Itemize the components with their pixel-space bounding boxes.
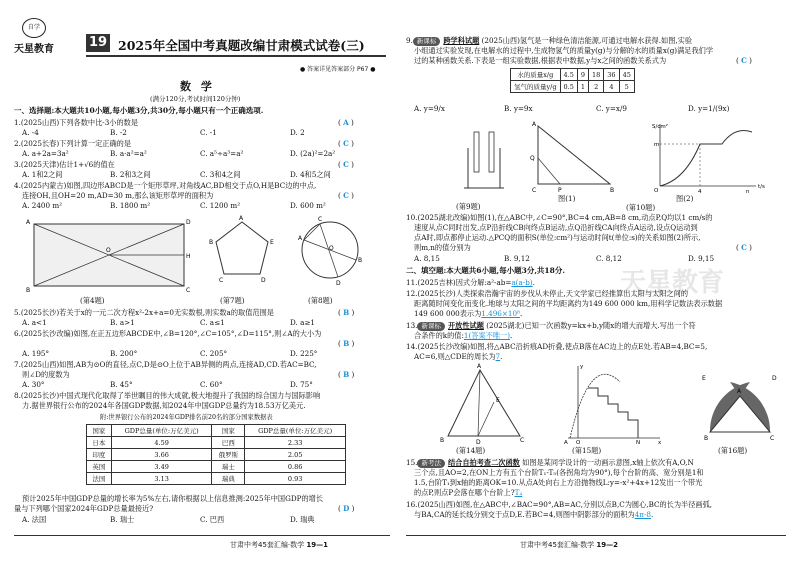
svg-text:D: D <box>186 219 191 226</box>
q8-table-title: 附:世界银行公布的2024年GDP排名前20名的部分国家数据表 <box>100 414 273 421</box>
gdp-cell: 瑞典 <box>212 473 245 485</box>
q8-text-1: (2025长沙)中国式现代化取得了举世瞩目的伟大成就,极大地提升了我国的综合国力与国际影响 <box>20 391 321 400</box>
fig4-caption: (第4题) <box>80 296 105 305</box>
q5-text: (2025长沙)若关于x的一元二次方程x²-2x+a=0无实数根,则实数a的取值范围是 <box>20 308 274 317</box>
q16-text-2: 与BA,CA的延长线分别交于点D,E.若BC=4,则图中阴影部分的面积为 <box>414 510 635 519</box>
svg-text:B: B <box>610 187 615 194</box>
q9-answer-bracket: ( C ) <box>736 56 752 65</box>
gdp-cell: 2.05 <box>245 449 346 461</box>
q3-option-a: A. 1和2之间 <box>22 170 63 179</box>
q12-number: 12. <box>406 289 418 298</box>
figures-row-1 <box>20 212 380 308</box>
water-cell: 0.5 <box>560 81 577 93</box>
q7-option-a: A. 30° <box>22 380 45 389</box>
section-1-heading: 一、选择题:本大题共10小题,每小题3分,共30分,每小题只有一个正确选项. <box>14 106 264 115</box>
q9-tag: 新课标 <box>413 37 441 46</box>
fig15-caption: (第15题) <box>572 446 602 455</box>
q1-text: (2025山西)下列各数中比-3小的数是 <box>20 118 139 127</box>
q9-option-d: D. y=1/(9x) <box>688 104 730 113</box>
q6-answer-bracket: ( B ) <box>338 339 355 348</box>
svg-text:B: B <box>209 239 214 246</box>
gdp-cell: 0.86 <box>245 461 346 473</box>
fig8-caption: (第8题) <box>308 296 333 305</box>
section-2-heading: 二、填空题:本大题共6小题,每小题3分,共18分. <box>406 266 565 275</box>
q8-option-b: B. 瑞士 <box>110 515 135 524</box>
svg-text:D: D <box>261 277 266 284</box>
q4-stem-line2: 连接OH,且OH=20 m,AD=30 m,那么该矩形草坪的面积为 <box>22 191 214 200</box>
q4-number: 4. <box>14 181 21 190</box>
q5-option-d: D. a≥1 <box>290 318 315 327</box>
q2-answer: C <box>343 139 349 148</box>
q6-option-a: A. 195° <box>22 349 50 358</box>
q2-text: (2025长春)下列计算一定正确的是 <box>20 139 132 148</box>
subject-title: 数 学 <box>180 80 215 93</box>
q7-option-b: B. 45° <box>110 380 133 389</box>
q6-number: 6. <box>14 329 21 338</box>
q13-stem-line1 <box>406 321 696 331</box>
q15-text-4: 的点P,则点P会落在哪个台阶上? <box>414 488 515 497</box>
q2-answer-bracket: ( C ) <box>338 139 354 148</box>
water-cell: 9 <box>577 69 588 81</box>
gdp-cell: 英国 <box>87 461 112 473</box>
footer-rule-left <box>14 535 390 536</box>
brand-name: 天星教育 <box>14 44 54 55</box>
gdp-table <box>86 424 346 485</box>
q4-answer: C <box>343 191 349 200</box>
fig14-caption: (第14题) <box>456 446 486 455</box>
q3-answer-bracket: ( C ) <box>338 160 354 169</box>
q5-answer-bracket: ( B ) <box>338 308 355 317</box>
table-row <box>511 69 635 81</box>
fig10-triangle <box>530 121 614 194</box>
gdp-cell: 0.93 <box>245 473 346 485</box>
q3-option-b: B. 2和3之间 <box>110 170 151 179</box>
svg-text:A: A <box>532 121 537 128</box>
q8-option-d: D. 瑞典 <box>290 515 315 524</box>
svg-text:A: A <box>564 440 568 446</box>
q2-number: 2. <box>14 139 21 148</box>
fig7-caption: (第7题) <box>220 296 245 305</box>
svg-text:m: m <box>654 142 660 148</box>
q8-stem-line4: 量与下列哪个国家2024年GDP总量最接近? <box>14 504 154 513</box>
q3-option-d: D. 4和5之间 <box>290 170 331 179</box>
water-cell: 水的质量x/g <box>511 69 561 81</box>
footer-right <box>520 540 618 550</box>
q14-stem-line1 <box>406 342 707 351</box>
q6-answer: B <box>343 339 350 348</box>
q13-number: 13. <box>406 321 418 330</box>
brand-badge: 自学 <box>22 18 46 38</box>
water-cell: 1 <box>577 81 588 93</box>
q9-tag-title: 跨学科试题 <box>443 36 480 45</box>
exam-meta: (满分120分,考试时间120分钟) <box>150 95 241 103</box>
q8-option-c: C. 巴西 <box>200 515 225 524</box>
q7-number: 7. <box>14 360 21 369</box>
q8-answer: D <box>343 504 350 513</box>
q10-answer: C <box>741 243 747 252</box>
q7-answer: B <box>343 370 350 379</box>
q1-answer-bracket: ( A ) <box>338 118 354 127</box>
table-row <box>87 473 346 485</box>
svg-text:D: D <box>476 439 481 446</box>
q9-stem-line1 <box>406 36 692 46</box>
gdp-header-gdp-2: GDP总量(单位:万亿美元) <box>245 425 346 437</box>
q7-answer-bracket: ( B ) <box>338 370 355 379</box>
q12-text-3: 149 600 000表示为 <box>414 309 482 318</box>
fig10-caption: (第10题) <box>626 203 656 212</box>
q7-text-1: (2025山西)如图,AB为⊙O的直径,点C,D是⊙O上位于AB异侧的两点,连接AD,CD.若AC=BC, <box>20 360 317 369</box>
q2-option-d: D. (2a)²=2a² <box>290 149 336 158</box>
footer-left <box>230 540 328 550</box>
q16-stem-line1 <box>406 500 712 509</box>
fig9-electrolysis <box>464 132 504 188</box>
q14-text-2: AC=6,则△CDE的周长为 <box>414 352 496 361</box>
svg-text:N: N <box>636 440 641 446</box>
fig10-2-caption: 图(2) <box>676 194 694 203</box>
q13-text-2: 合条件的k的值: <box>414 331 464 340</box>
watermark: 天星教育 <box>620 268 725 298</box>
q15-number: 15. <box>406 458 418 467</box>
q16-text-1: (2025山西)如图,在△ABC中,∠BAC=90°,AB=AC,分别以点B,C为圆心,BC的长为半径画弧, <box>417 500 713 509</box>
gdp-header-country-1: 国家 <box>87 425 112 437</box>
footer-left-text: 甘肃中考45套汇编·数学 <box>230 541 305 549</box>
svg-text:C: C <box>520 437 525 444</box>
water-cell: 氢气的质量y/g <box>511 81 561 93</box>
water-table <box>510 68 635 93</box>
q8-stem-line2: 力.据世界银行公布的2024年各国GDP数据,知2024年中国GDP总量约为18.53万亿美元. <box>22 401 306 410</box>
svg-text:B: B <box>704 435 709 442</box>
q5-answer: B <box>343 308 350 317</box>
gdp-cell: 巴西 <box>212 437 245 449</box>
q15-text-1: 如图是某同学设计的一动画示意图,x轴上依次有A,O,N <box>522 458 694 467</box>
q8-answer-bracket: ( D ) <box>338 504 355 513</box>
q16-fill-answer: 4π-8 <box>634 510 652 519</box>
q10-option-a: A. 8,15 <box>414 254 440 263</box>
fig16-caption: (第16题) <box>718 446 748 455</box>
gdp-cell: 日本 <box>87 437 112 449</box>
figures-row-2 <box>460 118 780 200</box>
q14-fill-answer: 7 <box>495 352 501 361</box>
fig15-stairs <box>564 364 662 446</box>
q15-tag-title: 结合自拍考查二次函数 <box>447 458 520 467</box>
svg-text:O: O <box>654 188 659 194</box>
gdp-cell: 印度 <box>87 449 112 461</box>
q16-number: 16. <box>406 500 418 509</box>
svg-text:H: H <box>186 253 191 260</box>
q1-option-c: C. -1 <box>200 128 217 137</box>
paper-number: 19 <box>86 34 110 52</box>
svg-text:B: B <box>26 287 31 294</box>
water-cell: 4 <box>604 81 619 93</box>
right-page <box>400 0 800 569</box>
q3-number: 3. <box>14 160 21 169</box>
gdp-cell: 2.33 <box>245 437 346 449</box>
q2-stem <box>14 139 131 148</box>
gdp-cell: 瑞士 <box>212 461 245 473</box>
q11-fill-answer: a(a-b) <box>511 278 533 287</box>
paper-title: 2025年全国中考真题改编甘肃模式试卷(三) <box>118 38 365 53</box>
q12-stem-line2: 距离随时间变化而变化.地球与太阳之间的平均距离约为149 600 000 km,用科学记数法表示数据 <box>414 299 723 308</box>
q12-text-1: (2025长沙)人类探索浩瀚宇宙的步伐从未停止,天文学家已经推算出太阳与太阳之间的 <box>417 289 689 298</box>
svg-text:C: C <box>318 216 323 223</box>
q10-option-c: C. 8,12 <box>596 254 622 263</box>
svg-text:B: B <box>440 437 445 444</box>
q5-option-c: C. a≤1 <box>200 318 225 327</box>
table-row <box>87 437 346 449</box>
svg-text:O: O <box>576 440 581 446</box>
svg-text:A: A <box>737 388 742 395</box>
q3-option-c: C. 3和4之间 <box>200 170 241 179</box>
q7-stem-line1 <box>14 360 317 369</box>
q6-option-b: B. 200° <box>110 349 138 358</box>
svg-text:P: P <box>558 187 562 194</box>
q1-option-a: A. -4 <box>22 128 39 137</box>
svg-text:O: O <box>106 247 111 254</box>
fig7-pentagon <box>209 215 274 284</box>
q12-stem-line1 <box>406 289 688 298</box>
q6-option-d: D. 225° <box>290 349 318 358</box>
gdp-cell: 3.49 <box>111 461 212 473</box>
svg-text:A: A <box>298 235 303 242</box>
q15-stem-line3: 1.5,台阶T₁到x轴的距离OK=10.从点A处向右上方沿抛物线L:y=-x²+4x+12发出一个带光 <box>414 478 703 487</box>
answer-note: ● 答案详见答案部分 P67 ● <box>300 66 376 73</box>
fig10-graph <box>652 123 765 195</box>
title-rule <box>86 55 386 57</box>
gdp-cell: 俄罗斯 <box>212 449 245 461</box>
q2-option-a: A. a+2a=3a² <box>22 149 69 158</box>
q9-option-b: B. y=9x <box>504 104 533 113</box>
q4-stem-line1 <box>14 181 316 190</box>
q2-option-c: C. a⁵÷a³=a² <box>200 149 244 158</box>
q4-option-b: B. 1800 m² <box>110 201 151 210</box>
gdp-cell: 法国 <box>87 473 112 485</box>
q13-text-1: (2025湖北)已知一次函数y=kx+b,y随x的增大而增大.写出一个符 <box>486 321 696 330</box>
gdp-header-gdp-1: GDP总量(单位:万亿美元) <box>111 425 212 437</box>
q10-stem-line4: 则m,n的值分别为 <box>414 243 471 252</box>
q11-number: 11. <box>406 278 418 287</box>
q14-text-1: (2025长沙改编)如图,将△ABC沿折痕AD折叠,使点B落在AC边上的点E处.若AB=4,BC=5, <box>417 342 708 351</box>
svg-text:4: 4 <box>698 189 702 195</box>
q13-fill-answer: 1(答案不唯一) <box>463 331 511 340</box>
q4-option-d: D. 600 m² <box>290 201 326 210</box>
gdp-header-country-2: 国家 <box>212 425 245 437</box>
svg-text:x: x <box>658 440 662 446</box>
water-cell: 2 <box>589 81 604 93</box>
q10-stem-line1 <box>406 213 713 222</box>
q6-stem <box>14 329 321 338</box>
svg-text:C: C <box>186 287 191 294</box>
q15-stem-line2: 三个点,且AO=2,在ON上方有五个台阶T₁-T₅(各拐角均为90°),每个台阶的高、宽分别是1和 <box>414 468 704 477</box>
svg-text:C: C <box>532 187 537 194</box>
table-row <box>87 461 346 473</box>
q8-option-a: A. 法国 <box>22 515 47 524</box>
gdp-cell: 4.59 <box>111 437 212 449</box>
q15-stem-line1 <box>406 458 694 468</box>
q9-number: 9. <box>406 36 413 45</box>
figures-row-3 <box>420 362 790 446</box>
fig8-circle <box>298 216 362 287</box>
svg-text:Q: Q <box>530 155 535 162</box>
q8-stem-line3: 预计2025年中国GDP总量的增长率为5%左右,请你根据以上信息推测:2025年中国GDP的增长 <box>22 494 324 503</box>
q7-option-d: D. 75° <box>290 380 313 389</box>
svg-text:D: D <box>772 375 777 382</box>
fig16-shaded-triangle <box>702 375 777 442</box>
svg-text:E: E <box>496 397 500 404</box>
q4-option-a: A. 2400 m² <box>22 201 63 210</box>
q3-stem <box>14 160 115 169</box>
q5-option-a: A. a<1 <box>22 318 47 327</box>
q1-option-b: B. -2 <box>110 128 127 137</box>
q7-stem-line2: 则∠D的度数为 <box>22 370 70 379</box>
footer-rule-right <box>406 535 786 536</box>
svg-text:n: n <box>746 189 750 195</box>
svg-text:S/cm²: S/cm² <box>652 124 668 130</box>
q4-text-1: (2025内蒙古)如图,四边形ABCD是一个矩形草坪,对角线AC,BD相交于点O,H是BC边的中点, <box>20 181 317 190</box>
svg-text:O: O <box>329 245 334 252</box>
q8-number: 8. <box>14 391 21 400</box>
q13-tag: 新课标 <box>417 322 445 331</box>
table-row <box>87 449 346 461</box>
q9-text-1: (2025山西)氢气是一种绿色清洁能源,可通过电解水获得.如图,实验 <box>481 36 693 45</box>
svg-text:B: B <box>358 257 363 264</box>
water-cell: 45 <box>619 69 634 81</box>
q9-option-c: C. y=x/9 <box>596 104 627 113</box>
q1-number: 1. <box>14 118 21 127</box>
q10-text-1: (2025湖北改编)如图(1),在△ABC中,∠C=90°,BC=4 cm,AB=8 cm,动点P,Q均以1 cm/s的 <box>417 213 713 222</box>
svg-text:E: E <box>702 375 706 382</box>
q5-number: 5. <box>14 308 21 317</box>
q10-stem-line3: 点A时,即点都停止运动.△PCQ的面积S(单位:cm²)与运动时间t(单位:s)的关系如图(2)所示, <box>414 233 701 242</box>
q5-stem <box>14 308 274 317</box>
q13-stem-line2: 合条件的k的值:1(答案不唯一). <box>414 331 513 340</box>
q15-stem-line4 <box>414 488 522 497</box>
svg-text:t/s: t/s <box>758 184 765 190</box>
q16-stem-line2: 与BA,CA的延长线分别交于点D,E.若BC=4,则图中阴影部分的面积为4π-8. <box>414 510 654 519</box>
fig9-caption: (第9题) <box>456 202 481 211</box>
q13-tag-title: 开放性试题 <box>447 321 484 330</box>
svg-text:A: A <box>477 363 482 370</box>
q4-option-c: C. 1200 m² <box>200 201 241 210</box>
q6-option-c: C. 205° <box>200 349 228 358</box>
svg-text:y: y <box>580 364 584 370</box>
q9-option-a: A. y=9/x <box>414 104 445 113</box>
water-cell: 4.5 <box>560 69 577 81</box>
q1-answer: A <box>343 118 349 127</box>
q8-stem-line1 <box>14 391 320 400</box>
q10-number: 10. <box>406 213 418 222</box>
table-row <box>511 81 635 93</box>
fig4-rectangle <box>26 219 191 294</box>
footer-right-text: 甘肃中考45套汇编·数学 <box>520 541 595 549</box>
q6-text: (2025长沙改编)如图,在正五边形ABCDE中,∠B=120°,∠C=105°,∠D=115°,则∠A的大小为 <box>20 329 322 338</box>
fig14-triangle <box>440 363 524 446</box>
brand-logo <box>14 18 60 58</box>
q14-number: 14. <box>406 342 418 351</box>
q1-stem <box>14 118 138 127</box>
q11-stem: 11.(2025吉林)因式分解:a²-ab=a(a-b). <box>406 278 535 287</box>
q15-fill-answer: T₄ <box>514 488 523 497</box>
footer-right-page: 19—2 <box>596 541 618 549</box>
q1-option-d: D. 2 <box>290 128 305 137</box>
q11-text: (2025吉林)因式分解:a²-ab= <box>417 278 512 287</box>
svg-text:A: A <box>26 219 31 226</box>
svg-text:D: D <box>336 280 341 287</box>
fig10-1-caption: 图(1) <box>558 194 576 203</box>
q10-answer-bracket: ( C ) <box>736 243 752 252</box>
q4-answer-bracket: ( C ) <box>338 191 354 200</box>
q15-tag: 新考法 <box>417 459 445 468</box>
q9-stem-line3: 过的某种函数关系.下表是一组实验数据,根据表中数据,y与x之间的函数关系式为 <box>414 56 667 65</box>
q10-option-d: D. 9,15 <box>688 254 715 263</box>
q3-answer: C <box>343 160 349 169</box>
water-cell: 18 <box>589 69 604 81</box>
footer-left-page: 19—1 <box>306 541 328 549</box>
q10-option-b: B. 9,12 <box>504 254 530 263</box>
q3-text: (2025天津)估计1+√6的值在 <box>20 160 115 169</box>
q12-fill-answer: 1.496×10⁸ <box>481 309 520 318</box>
svg-text:E: E <box>270 239 274 246</box>
svg-text:C: C <box>770 435 775 442</box>
q5-option-b: B. a>1 <box>110 318 135 327</box>
gdp-cell: 3.66 <box>111 449 212 461</box>
gdp-cell: 3.13 <box>111 473 212 485</box>
water-cell: 5 <box>619 81 634 93</box>
svg-text:C: C <box>219 277 224 284</box>
q10-stem-line2: 速度从点C同时出发,点P沿折线CB向终点B运动,点Q沿折线CA向终点A运动,设点Q运动到 <box>414 223 698 232</box>
q9-answer: C <box>741 56 747 65</box>
water-cell: 36 <box>604 69 619 81</box>
q7-option-c: C. 60° <box>200 380 223 389</box>
q9-stem-line2: 小组通过实验发现,在电解水的过程中,生成物氢气的质量y(g)与分解的水的质量x(g)满足我们学 <box>414 46 714 55</box>
gdp-table-header-row <box>87 425 346 437</box>
q14-stem-line2: AC=6,则△CDE的周长为7. <box>414 352 503 361</box>
q12-stem-line3: 149 600 000表示为1.496×10⁸. <box>414 309 523 318</box>
q2-option-b: B. a·a²=a² <box>110 149 147 158</box>
svg-text:A: A <box>239 215 244 222</box>
